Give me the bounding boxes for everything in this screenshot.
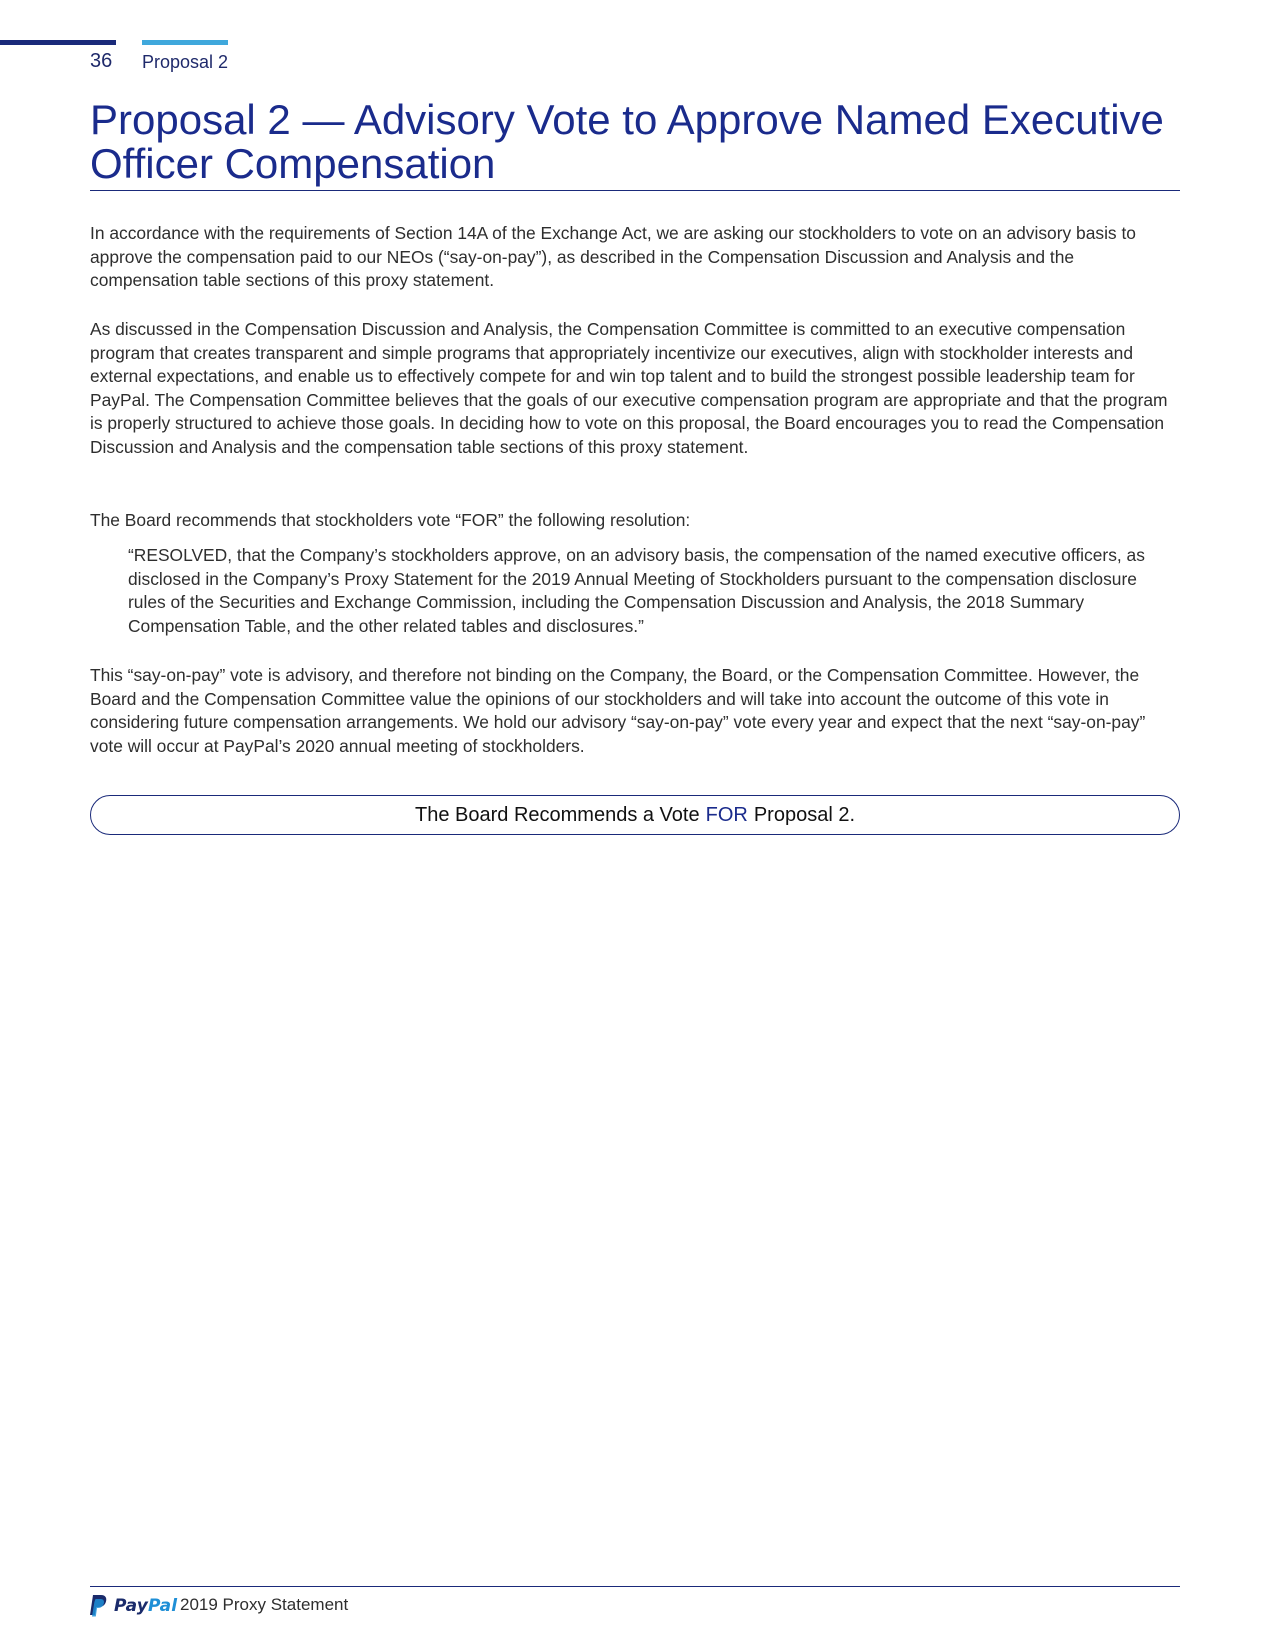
header-accent-bar-dark	[0, 40, 116, 45]
page-title: Proposal 2 — Advisory Vote to Approve Named Executive Officer Compensation	[90, 96, 1164, 187]
footer-document-name: 2019 Proxy Statement	[180, 1595, 349, 1614]
board-recommendation-callout	[90, 795, 1180, 835]
title-divider	[90, 190, 1180, 191]
paypal-logo	[88, 1594, 177, 1618]
section-label: Proposal 2	[142, 52, 229, 72]
advisory-note-paragraph: This “say-on-pay” vote is advisory, and therefore not binding on the Company, the Board, or the Compensation Committee. However, the Board and the Compensation Committee value the opinions of our stockholders and will take into account the outcome of this vote in considering future compensation arrangements. We hold our advisory “say-on-pay” vote every year and expect that the next “say-on-pay” vote will occur at PayPal’s 2020 annual meeting of stockholders.	[90, 665, 1146, 756]
discussion-paragraph: As discussed in the Compensation Discussion and Analysis, the Compensation Committee is committed to an executive compensation program that creates transparent and simple programs that appropriately incentivize our executives, align with stockholder interests and external expectations, and enable us to effectively compete for and win top talent and to build the strongest possible leadership team for PayPal. The Compensation Committee believes that the goals of our executive compensation program are appropriate and that the program is properly structured to achieve those goals. In deciding how to vote on this proposal, the Board encourages you to read the Compensation Discussion and Analysis and the compensation table sections of this proxy statement.	[90, 319, 1168, 457]
recommendation-lead: The Board recommends that stockholders vote “FOR” the following resolution:	[90, 510, 691, 530]
callout-prefix: The Board Recommends a Vote	[415, 803, 700, 826]
callout-suffix: Proposal 2.	[753, 803, 855, 826]
resolution-quote: “RESOLVED, that the Company’s stockholders approve, on an advisory basis, the compensation of the named executive officers, as disclosed in the Company’s Proxy Statement for the 2019 Annual Meeting of Stockholders pursuant to the compensation disclosure rules of the Securities and Exchange Commission, including the Compensation Discussion and Analysis, the 2018 Summary Compensation Table, and the other related tables and disclosures.”	[128, 545, 1145, 636]
page-number: 36	[90, 50, 113, 72]
footer-divider	[90, 1586, 1180, 1587]
header-accent-bar-light	[142, 40, 228, 45]
paypal-wordmark: PayPal	[114, 1596, 178, 1616]
callout-for-emphasis: FOR	[705, 803, 748, 826]
paypal-icon	[88, 1594, 108, 1618]
intro-paragraph: In accordance with the requirements of Section 14A of the Exchange Act, we are asking our stockholders to vote on an advisory basis to approve the compensation paid to our NEOs (“say-on-pay”), as described in the Compensation Discussion and Analysis and the compensation table sections of this proxy statement.	[90, 223, 1136, 290]
